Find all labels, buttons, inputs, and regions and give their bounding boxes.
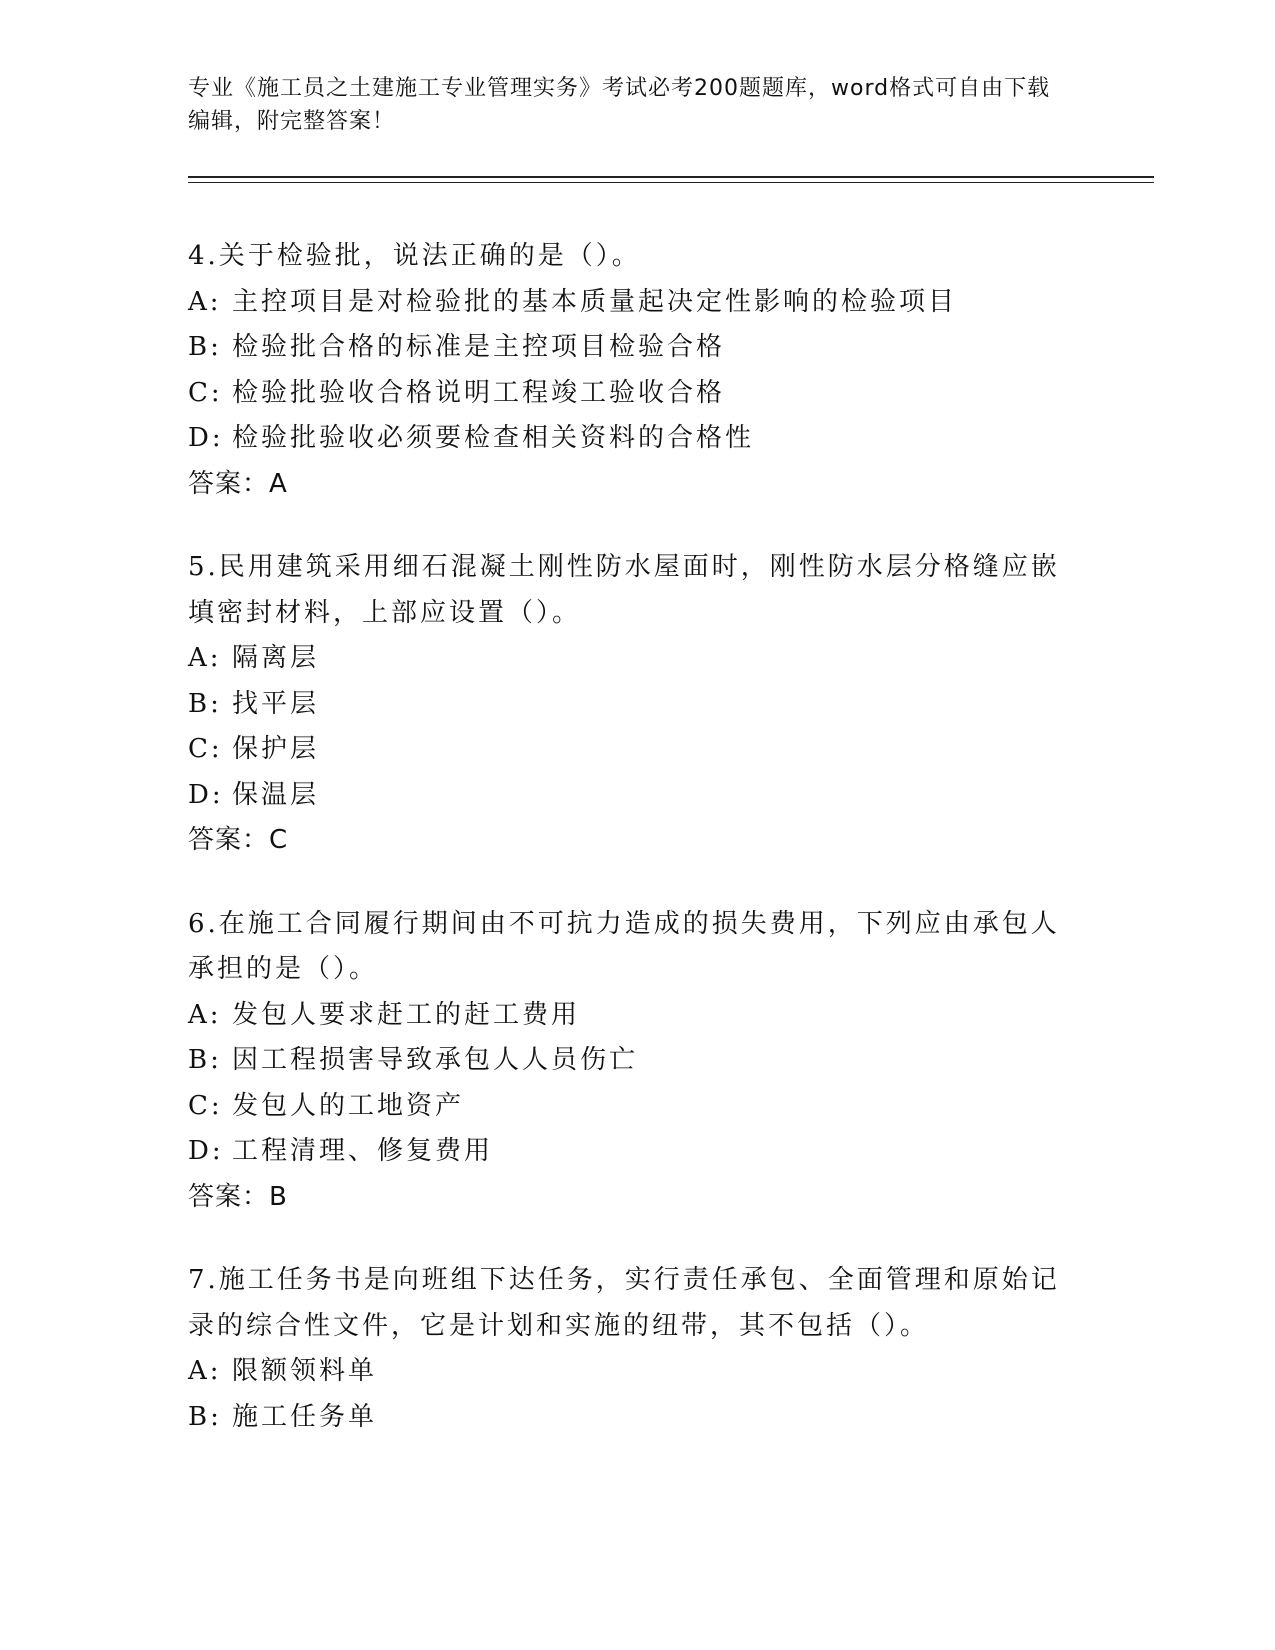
option-text: 限额领料单 (232, 1356, 378, 1386)
answer-line: 答案：B (188, 1181, 288, 1212)
option-letter: A: (188, 286, 222, 317)
question-stem: 6.在施工合同履行期间由不可抗力造成的损失费用，下列应由承包人承担的是（）。 (188, 908, 1060, 984)
option-c (188, 1084, 1068, 1130)
question-list (188, 234, 1068, 1478)
option-text: 施工任务单 (232, 1401, 378, 1432)
option-text: 检验批验收合格说明工程竣工验收合格 (232, 377, 726, 408)
answer-line: 答案：C (188, 825, 289, 855)
question-6 (188, 902, 1068, 1221)
option-letter: B: (188, 1401, 222, 1432)
option-text: 找平层 (232, 688, 320, 719)
option-c (188, 727, 1068, 773)
option-text: 主控项目是对检验批的基本质量起决定性影响的检验项目 (232, 286, 958, 317)
option-d (188, 416, 1068, 462)
option-letter: B: (188, 688, 222, 719)
header-rule-thick (188, 176, 1154, 178)
question-stem: 4.关于检验批，说法正确的是（）。 (188, 241, 641, 271)
option-letter: B: (188, 332, 222, 362)
option-a (188, 636, 1068, 682)
question-stem: 7.施工任务书是向班组下达任务，实行责任承包、全面管理和原始记录的综合性文件，它是计划和实施的纽带，其不包括（）。 (188, 1265, 1060, 1341)
answer-line: 答案：A (188, 468, 288, 499)
option-text: 工程清理、修复费用 (232, 1136, 494, 1166)
question-7 (188, 1258, 1068, 1440)
header-rule-thin (188, 182, 1154, 183)
option-letter: C: (188, 1090, 223, 1121)
option-d (188, 1129, 1068, 1175)
option-letter: D: (188, 779, 224, 810)
option-text: 隔离层 (232, 643, 320, 673)
option-letter: C: (188, 734, 223, 764)
option-text: 检验批验收必须要检查相关资料的合格性 (232, 423, 755, 453)
option-letter: A: (188, 1356, 222, 1386)
option-text: 保温层 (232, 779, 320, 810)
question-4 (188, 234, 1068, 507)
option-text: 保护层 (232, 734, 320, 764)
option-a (188, 993, 1068, 1039)
option-text: 因工程损害导致承包人人员伤亡 (232, 1045, 639, 1075)
option-letter: D: (188, 1136, 224, 1166)
option-letter: A: (188, 999, 222, 1030)
question-stem: 5.民用建筑采用细石混凝土刚性防水屋面时，刚性防水层分格缝应嵌填密封材料，上部应设置（）。 (188, 552, 1060, 628)
option-text: 发包人的工地资产 (232, 1090, 465, 1121)
option-a (188, 1349, 1068, 1395)
option-c (188, 371, 1068, 417)
option-b (188, 325, 1068, 371)
option-letter: D: (188, 423, 224, 453)
option-letter: B: (188, 1045, 222, 1075)
option-b (188, 682, 1068, 728)
question-5 (188, 545, 1068, 864)
document-header: 专业《施工员之土建施工专业管理实务》考试必考200题题库，word格式可自由下载编辑，附完整答案！ (188, 76, 1051, 134)
option-a (188, 280, 1068, 326)
option-text: 发包人要求赶工的赶工费用 (232, 999, 581, 1030)
option-letter: A: (188, 643, 222, 673)
option-b (188, 1395, 1068, 1441)
option-text: 检验批合格的标准是主控项目检验合格 (232, 332, 726, 362)
option-b (188, 1038, 1068, 1084)
option-d (188, 773, 1068, 819)
option-letter: C: (188, 377, 223, 408)
